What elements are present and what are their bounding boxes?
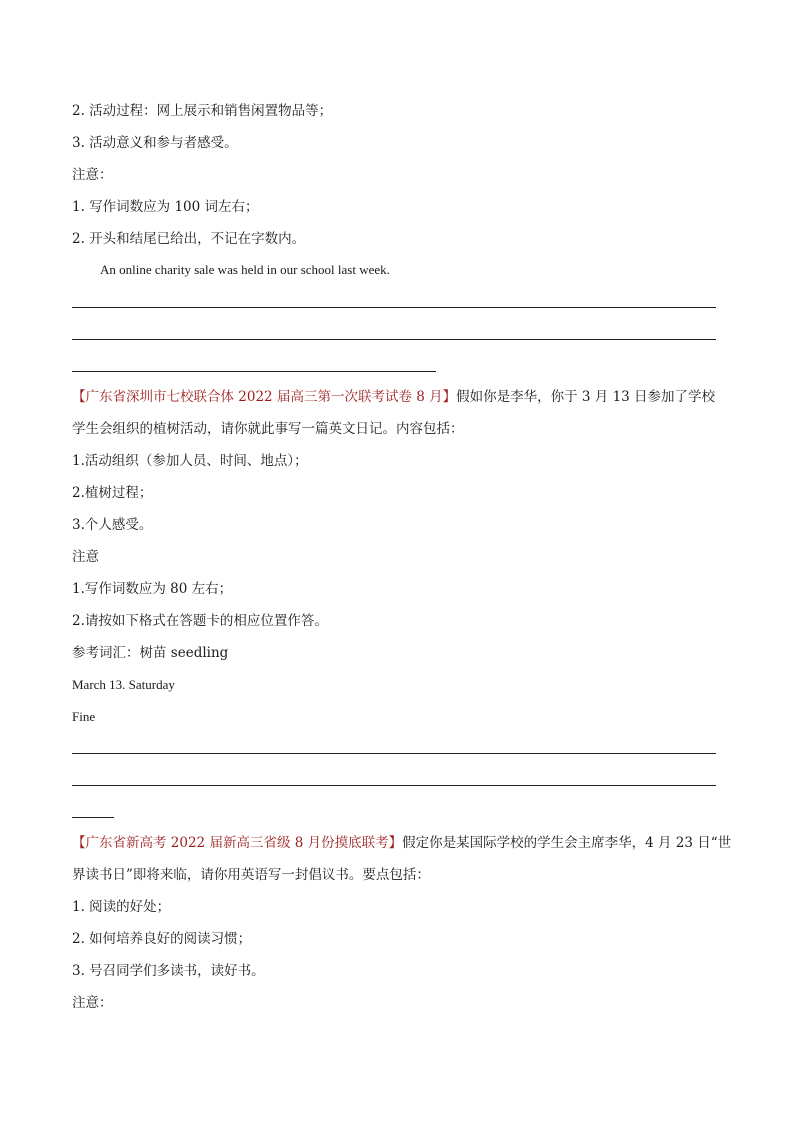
section2-prompt-line-1 (72, 387, 715, 407)
section2-prompt-first: 假如你是李华，你于 3 月 13 日参加了学校 (456, 389, 716, 405)
section1-item-3: 3. 活动意义和参与者感受。 (72, 135, 238, 151)
section3-prompt-second: 界读书日”即将来临，请你用英语写一封倡议书。要点包括： (72, 867, 430, 883)
section2-note-label: 注意 (72, 549, 99, 565)
section2-vocab: 参考词汇：树苗 seedling (72, 645, 229, 661)
answer-line (72, 339, 716, 340)
section2-note-2: 2.请按如下格式在答题卡的相应位置作答。 (72, 613, 328, 629)
section1-note-label: 注意： (72, 167, 113, 183)
section2-prompt-second: 学生会组织的植树活动，请你就此事写一篇英文日记。内容包括： (72, 421, 464, 437)
section3-item-2: 2. 如何培养良好的阅读习惯； (72, 931, 252, 947)
section3-source: 【广东省新高考 2022 届新高三省级 8 月份摸底联考】 (72, 835, 403, 851)
answer-line (72, 371, 436, 372)
answer-line (72, 817, 114, 818)
section3-item-3: 3. 号召同学们多读书，读好书。 (72, 963, 265, 979)
diary-weather-line: Fine (72, 709, 96, 724)
answer-line (72, 307, 716, 308)
section3-item-1: 1. 阅读的好处； (72, 899, 171, 915)
section3-prompt-line-1 (72, 833, 731, 853)
section2-item-3: 3.个人感受。 (72, 517, 153, 533)
answer-line (72, 785, 716, 786)
section2-item-2: 2.植树过程； (72, 485, 153, 501)
section1-opening-sentence: An online charity sale was held in our school last week. (100, 262, 390, 277)
section1-note-1: 1. 写作词数应为 100 词左右； (72, 199, 259, 215)
section2-note-1: 1.写作词数应为 80 左右； (72, 581, 233, 597)
diary-date-line: March 13. Saturday (72, 677, 175, 692)
section2-item-1: 1.活动组织（参加人员、时间、地点）； (72, 453, 308, 469)
section2-source: 【广东省深圳市七校联合体 2022 届高三第一次联考试卷 8 月】 (72, 389, 457, 405)
section1-item-2: 2. 活动过程：网上展示和销售闲置物品等； (72, 103, 333, 119)
section1-note-2: 2. 开头和结尾已给出，不记在字数内。 (72, 231, 306, 247)
section3-prompt-first: 假定你是某国际学校的学生会主席李华，4 月 23 日“世 (402, 835, 732, 851)
section3-note-label: 注意： (72, 995, 113, 1011)
answer-line (72, 753, 716, 754)
